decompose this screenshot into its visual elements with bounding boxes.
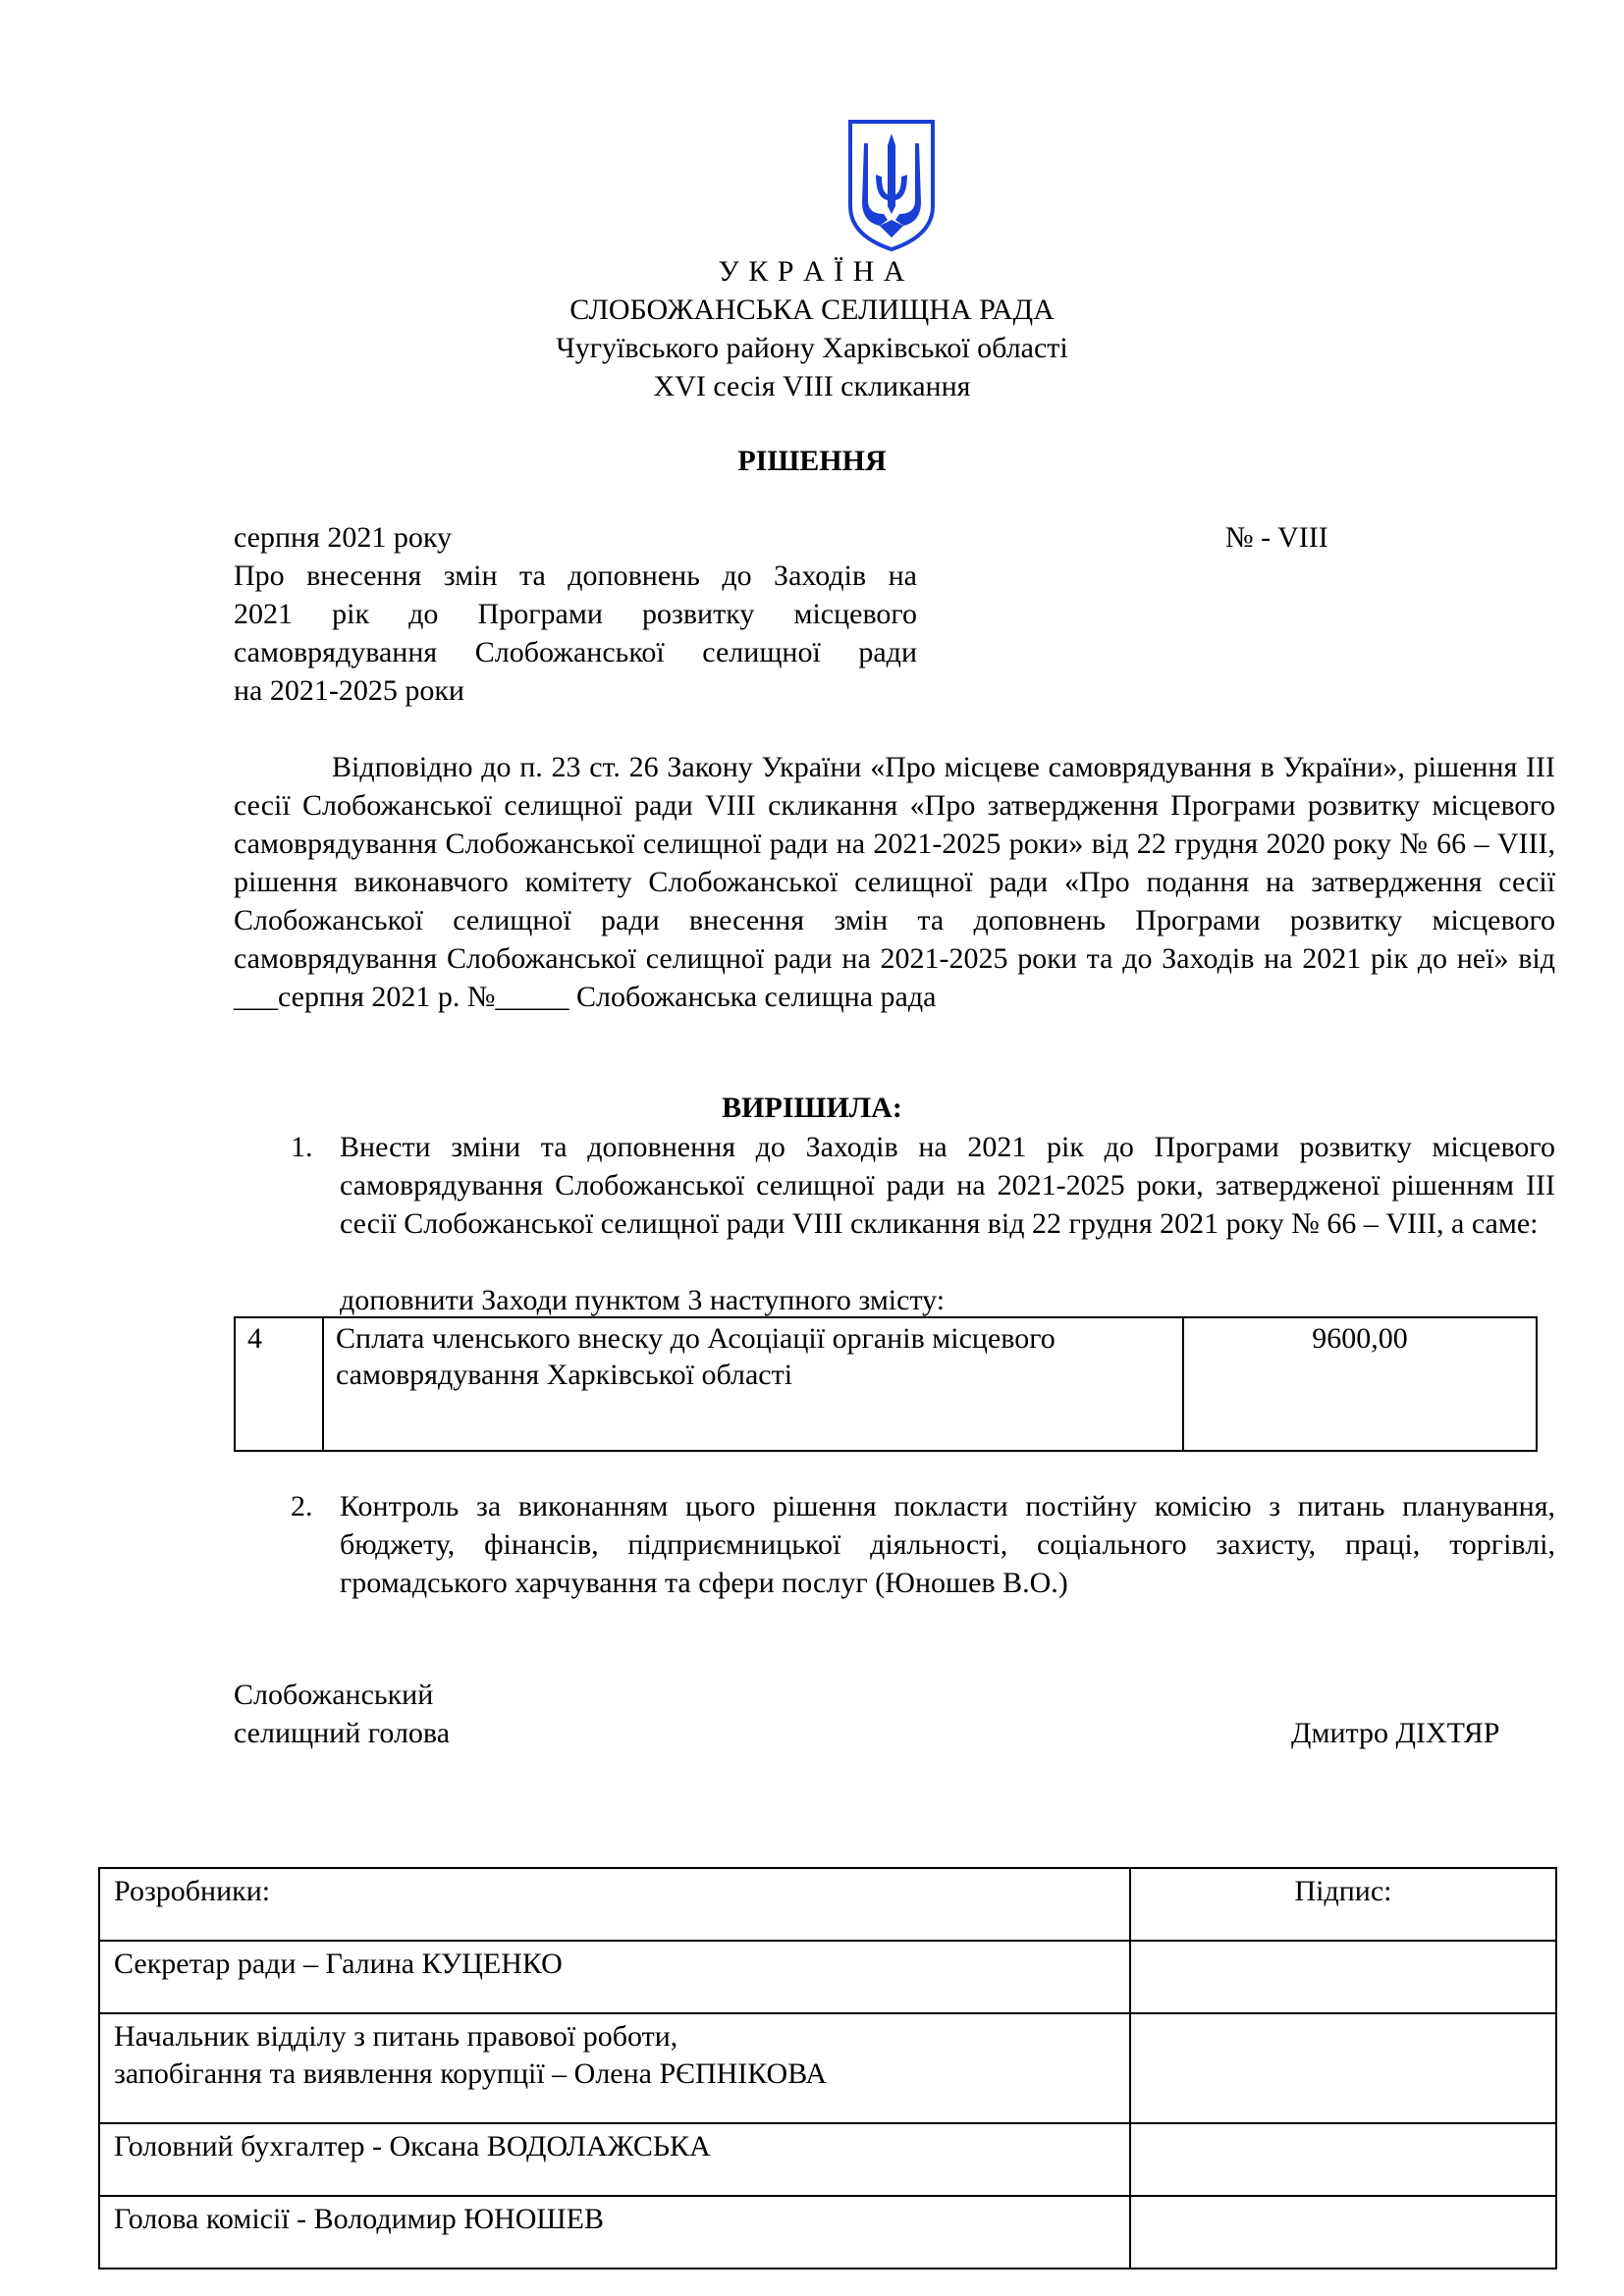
decision-number: № - VIII [1225,521,1328,554]
signature-cell [1130,2013,1556,2123]
developer-name: Голова комісії - Володимир ЮНОШЕВ [114,2203,604,2235]
point2-text: Контроль за виконанням цього рішення покласти постійну комісію з питань планування, бюджету, фінансів, підприємницької діяльності, соціального захисту, праці, торгівлі, громадського харчування та сфери послуг (Юношев В.О.) [340,1490,1555,1599]
subject-line: самоврядування Слобожанської селищної ради [234,636,917,668]
country-title: У К Р А Ї Н А [718,255,906,288]
point1-addition: доповнити Заходи пунктом 3 наступного змісту: [340,1284,946,1316]
table-row [99,2013,1556,2123]
developer-cell [99,2196,1130,2269]
point2-number: 2. [291,1490,313,1522]
item-amount: 9600,00 [1183,1317,1537,1451]
session-line: XVI сесія VIII скликання [653,370,971,402]
signature-cell [1130,2123,1556,2196]
developer-cell [99,2013,1130,2123]
signature-cell [1130,1941,1556,2013]
signatory-title-line1: Слобожанський [234,1679,434,1711]
developers-header: Розробники: [99,1868,1130,1941]
preamble-paragraph: Відповідно до п. 23 ст. 26 Закону України «Про місцеве самоврядування в України», рішення III сесії Слобожанської селищної ради VIII скликання «Про затвердження Програми розвитку місцевого самоврядування Слобожанської селищної ради на 2021-2025 роки» від 22 грудня 2020 року № 66 – VIII, рішення виконавчого комітету Слобожанської селищної ради «Про подання на затвердження сесії Слобожанської селищної ради внесення змін та доповнень Програми розвитку місцевого самоврядування Слобожанської селищної ради на 2021-2025 роки та до Заходів на 2021 рік до неї» від ___серпня 2021 р. №_____ Слобожанська селищна рада [234,751,1555,1013]
point1-text: Внести зміни та доповнення до Заходів на 2021 рік до Програми розвитку місцевого самоврядування Слобожанської селищної ради на 2021-2025 роки, затвердженої рішенням III сесії Слобожанської селищної ради VIII скликання від 22 грудня 2021 року № 66 – VIII, а саме: [340,1131,1555,1240]
developers-table [98,1867,1557,2269]
decided-heading: ВИРІШИЛА: [722,1092,902,1124]
council-name: СЛОБОЖАНСЬКА СЕЛИЩНА РАДА [569,294,1055,326]
table-row [99,2123,1556,2196]
developer-name-cont: запобігання та виявлення корупції – Олена РЄПНІКОВА [114,2057,828,2090]
signature-cell [1130,2196,1556,2269]
table-row [235,1317,1537,1451]
subject-line: Про внесення змін та доповнень до Заходів на [234,560,917,592]
signatory-title-line2: селищний голова [234,1717,451,1749]
document-type: РІШЕННЯ [737,445,887,477]
table-row [99,1868,1556,1941]
decision-subject [234,557,917,710]
developer-name: Головний бухгалтер - Оксана ВОДОЛАЖСЬКА [114,2130,711,2163]
item-number: 4 [235,1317,323,1451]
signature-header: Підпис: [1130,1868,1556,1941]
subject-line: на 2021-2025 роки [234,674,464,707]
table-row [99,1941,1556,2013]
decision-date: серпня 2021 року [234,521,453,554]
items-table [234,1316,1538,1452]
table-row [99,2196,1556,2269]
point1-number: 1. [291,1131,313,1163]
developer-cell [99,2123,1130,2196]
developer-cell [99,1941,1130,2013]
coat-of-arms-icon [842,116,941,253]
item-description: Сплата членського внеску до Асоціації органів місцевого самоврядування Харківської області [323,1317,1183,1451]
subject-line: 2021 рік до Програми розвитку місцевого [234,598,917,630]
district-name: Чугуївського району Харківської області [556,332,1068,364]
developer-name: Секретар ради – Галина КУЦЕНКО [114,1948,563,1980]
signatory-name: Дмитро ДІХТЯР [1291,1717,1500,1749]
developer-name: Начальник відділу з питань правової роботи, [114,2020,678,2053]
